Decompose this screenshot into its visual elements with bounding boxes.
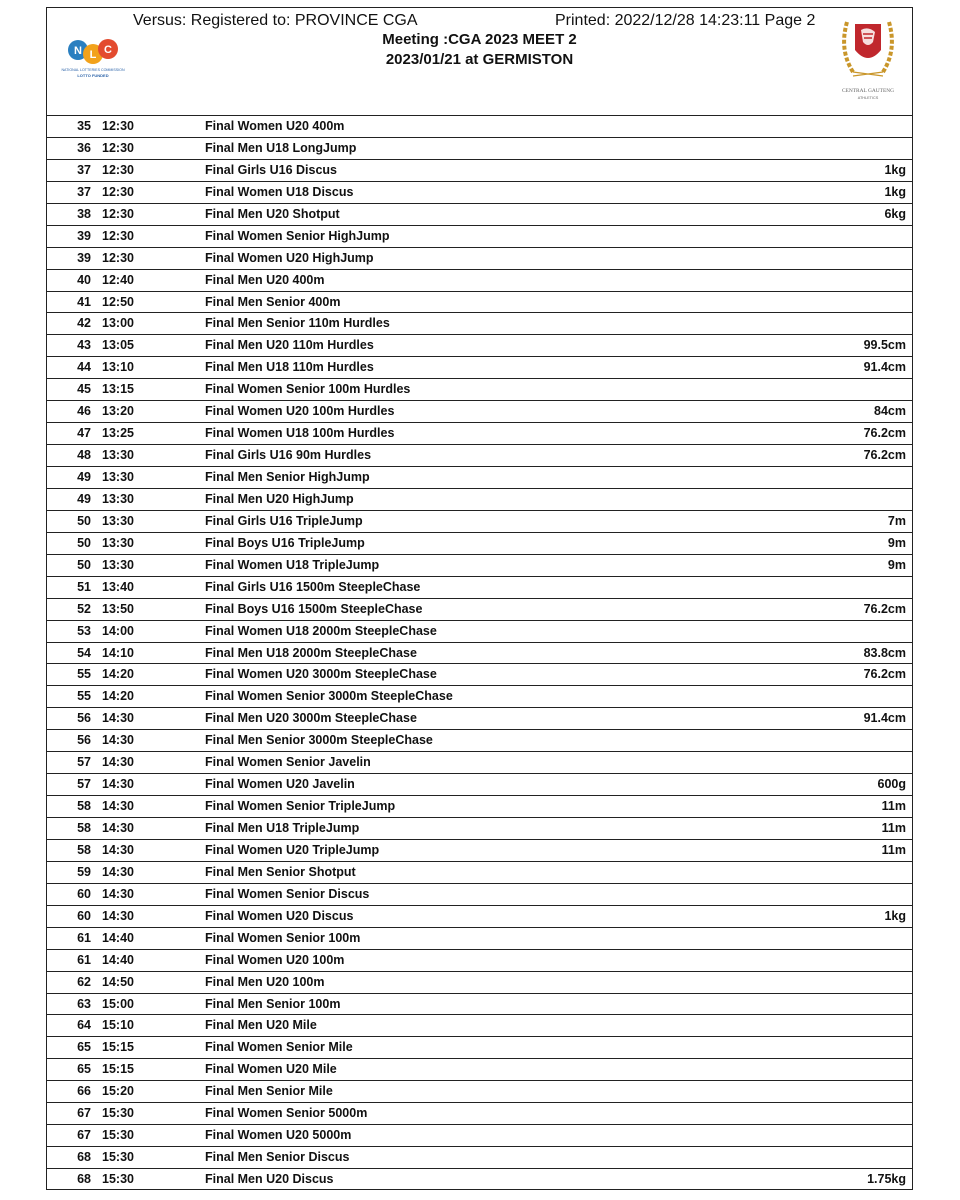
event-number: 56 [77, 733, 91, 748]
event-spec: 83.8cm [863, 645, 906, 660]
event-time: 15:15 [102, 1040, 134, 1055]
table-row [47, 378, 912, 400]
event-number: 44 [77, 360, 91, 375]
nlc-caption-2: LOTTO FUNDED [77, 73, 109, 78]
event-name: Final Boys U16 1500m SteepleChase [205, 601, 423, 616]
event-time: 13:30 [102, 491, 134, 506]
event-name: Final Women Senior HighJump [205, 228, 390, 243]
event-time: 15:30 [102, 1150, 134, 1165]
event-time: 14:30 [102, 799, 134, 814]
event-name: Final Women U20 HighJump [205, 250, 374, 265]
event-time: 15:30 [102, 1106, 134, 1121]
event-spec: 76.2cm [863, 426, 906, 441]
table-row [47, 334, 912, 356]
event-spec: 9m [887, 557, 906, 572]
event-time: 14:20 [102, 667, 134, 682]
event-name: Final Men Senior 100m [205, 996, 341, 1011]
table-row [47, 356, 912, 378]
table-row [47, 488, 912, 510]
event-name: Final Men U20 HighJump [205, 491, 354, 506]
table-row [47, 159, 912, 181]
event-time: 13:40 [102, 579, 134, 594]
event-time: 14:30 [102, 755, 134, 770]
event-number: 39 [77, 250, 91, 265]
event-number: 65 [77, 1040, 91, 1055]
event-name: Final Men U20 400m [205, 272, 325, 287]
event-name: Final Women U18 100m Hurdles [205, 426, 395, 441]
table-row [47, 927, 912, 949]
event-name: Final Men U20 110m Hurdles [205, 338, 374, 353]
event-number: 55 [77, 667, 91, 682]
table-row [47, 729, 912, 751]
event-number: 65 [77, 1062, 91, 1077]
cga-caption-2: ATHLETICS [857, 96, 879, 100]
event-name: Final Women U20 Javelin [205, 777, 355, 792]
versus-line: Versus: Registered to: PROVINCE CGA [133, 12, 418, 29]
event-number: 55 [77, 689, 91, 704]
event-name: Final Men Senior 3000m SteepleChase [205, 733, 433, 748]
event-time: 13:30 [102, 448, 134, 463]
page-header [47, 8, 912, 116]
event-name: Final Men Senior Discus [205, 1150, 350, 1165]
table-row [47, 795, 912, 817]
table-row [47, 993, 912, 1015]
event-name: Final Men U18 TripleJump [205, 821, 360, 835]
event-time: 13:20 [102, 404, 134, 419]
event-spec: 1.75kg [867, 1172, 906, 1186]
cga-crest-icon [833, 10, 903, 106]
event-time: 13:10 [102, 360, 134, 375]
schedule-page [46, 7, 913, 1190]
table-row [47, 181, 912, 203]
event-time: 14:50 [102, 974, 134, 989]
event-spec: 11m [881, 799, 906, 814]
table-row [47, 510, 912, 532]
event-time: 15:30 [102, 1128, 134, 1143]
nlc-caption-1: NATIONAL LOTTERIES COMMISSION [61, 68, 125, 72]
event-name: Final Men U18 110m Hurdles [205, 360, 374, 375]
table-row [47, 1036, 912, 1058]
event-number: 49 [77, 491, 91, 506]
event-number: 58 [77, 799, 91, 814]
event-number: 53 [77, 623, 91, 638]
event-name: Final Men U20 Mile [205, 1018, 317, 1033]
event-time: 14:30 [102, 821, 134, 835]
event-number: 36 [77, 140, 91, 155]
event-name: Final Women U20 400m [205, 119, 345, 133]
event-number: 62 [77, 974, 91, 989]
table-row [47, 905, 912, 927]
event-spec: 91.4cm [863, 711, 906, 726]
table-row [47, 225, 912, 247]
event-number: 64 [77, 1018, 91, 1033]
event-number: 42 [77, 316, 91, 331]
event-name: Final Women U20 5000m [205, 1128, 352, 1143]
table-row [47, 861, 912, 883]
event-time: 15:00 [102, 996, 134, 1011]
event-number: 68 [77, 1150, 91, 1165]
meeting-date-venue: 2023/01/21 at GERMISTON [385, 51, 574, 68]
event-spec: 99.5cm [863, 338, 906, 353]
table-row [47, 400, 912, 422]
event-number: 59 [77, 864, 91, 879]
table-row [47, 576, 912, 598]
event-time: 13:30 [102, 535, 134, 550]
event-spec: 9m [887, 535, 906, 550]
table-row [47, 751, 912, 773]
table-row [47, 247, 912, 269]
table-row [47, 883, 912, 905]
cga-caption-1: CENTRAL GAUTENG [841, 88, 895, 94]
table-row [47, 971, 912, 993]
event-name: Final Men U18 2000m SteepleChase [205, 645, 417, 660]
table-row [47, 598, 912, 620]
event-number: 56 [77, 711, 91, 726]
event-spec: 1kg [884, 908, 906, 923]
event-name: Final Girls U16 90m Hurdles [205, 448, 372, 463]
event-name: Final Boys U16 TripleJump [205, 535, 365, 550]
event-time: 12:30 [102, 184, 134, 199]
event-name: Final Women U20 Mile [205, 1062, 337, 1077]
event-number: 38 [77, 206, 91, 221]
event-number: 67 [77, 1128, 91, 1143]
event-number: 58 [77, 821, 91, 835]
printed-line: Printed: 2022/12/28 14:23:11 Page 2 [555, 12, 816, 29]
event-table [47, 115, 912, 1190]
meeting-title: Meeting :CGA 2023 MEET 2 [382, 31, 577, 48]
event-time: 15:30 [102, 1172, 134, 1186]
event-time: 12:30 [102, 119, 134, 133]
event-number: 68 [77, 1172, 91, 1186]
event-name: Final Women Senior 100m [205, 930, 361, 945]
event-time: 14:30 [102, 908, 134, 923]
event-name: Final Men U20 100m [205, 974, 325, 989]
event-name: Final Girls U16 TripleJump [205, 513, 363, 528]
table-row [47, 663, 912, 685]
event-spec: 7m [887, 513, 906, 528]
event-time: 13:00 [102, 316, 134, 331]
table-row [47, 312, 912, 334]
event-number: 60 [77, 886, 91, 901]
nlc-letter-c: C [104, 44, 112, 56]
event-name: Final Women U18 Discus [205, 184, 354, 199]
event-name: Final Girls U16 1500m SteepleChase [205, 579, 421, 594]
event-name: Final Women U20 3000m SteepleChase [205, 667, 437, 682]
event-name: Final Women U20 100m Hurdles [205, 404, 395, 419]
event-number: 43 [77, 338, 91, 353]
event-name: Final Men Senior Mile [205, 1084, 333, 1099]
table-row [47, 1058, 912, 1080]
table-row [47, 532, 912, 554]
event-name: Final Girls U16 Discus [205, 162, 337, 177]
table-row [47, 817, 912, 839]
event-number: 47 [77, 426, 91, 441]
event-number: 51 [77, 579, 91, 594]
event-name: Final Men U20 Discus [205, 1172, 334, 1186]
event-spec: 11m [881, 842, 906, 857]
event-time: 13:50 [102, 601, 134, 616]
event-time: 12:40 [102, 272, 134, 287]
event-spec: 1kg [884, 162, 906, 177]
event-time: 15:20 [102, 1084, 134, 1099]
table-row [47, 1124, 912, 1146]
event-number: 37 [77, 162, 91, 177]
table-row [47, 707, 912, 729]
event-number: 54 [77, 645, 91, 660]
event-time: 14:10 [102, 645, 134, 660]
event-number: 57 [77, 755, 91, 770]
event-name: Final Women U18 2000m SteepleChase [205, 623, 437, 638]
nlc-letter-l: L [89, 49, 97, 61]
event-spec: 76.2cm [863, 667, 906, 682]
event-time: 14:30 [102, 886, 134, 901]
table-row [47, 291, 912, 313]
event-number: 52 [77, 601, 91, 616]
event-time: 14:20 [102, 689, 134, 704]
event-name: Final Women U18 TripleJump [205, 557, 380, 572]
table-row [47, 642, 912, 664]
event-time: 13:15 [102, 382, 134, 397]
event-number: 41 [77, 294, 91, 309]
event-number: 48 [77, 448, 91, 463]
event-number: 46 [77, 404, 91, 419]
event-time: 12:30 [102, 206, 134, 221]
table-row [47, 269, 912, 291]
event-time: 12:30 [102, 228, 134, 243]
table-row [47, 422, 912, 444]
table-row [47, 685, 912, 707]
event-spec: 600g [877, 777, 906, 792]
table-row [47, 839, 912, 861]
event-name: Final Men Senior HighJump [205, 470, 370, 484]
event-time: 13:05 [102, 338, 134, 353]
event-spec: 84cm [874, 404, 906, 419]
event-spec: 1kg [884, 184, 906, 199]
event-name: Final Men Senior Shotput [205, 864, 356, 879]
event-spec: 76.2cm [863, 448, 906, 463]
event-time: 14:40 [102, 930, 134, 945]
table-row [47, 203, 912, 225]
event-name: Final Women Senior 3000m SteepleChase [205, 689, 453, 704]
event-number: 61 [77, 952, 91, 967]
event-number: 50 [77, 557, 91, 572]
event-name: Final Women U20 TripleJump [205, 842, 380, 857]
event-number: 50 [77, 535, 91, 550]
event-time: 14:30 [102, 733, 134, 748]
table-row [47, 554, 912, 576]
event-number: 60 [77, 908, 91, 923]
event-time: 12:50 [102, 294, 134, 309]
event-name: Final Women U20 100m [205, 952, 345, 967]
event-time: 14:30 [102, 711, 134, 726]
event-time: 15:10 [102, 1018, 134, 1033]
event-name: Final Women U20 Discus [205, 908, 354, 923]
table-row [47, 773, 912, 795]
event-name: Final Women Senior TripleJump [205, 799, 396, 814]
event-number: 39 [77, 228, 91, 243]
event-name: Final Men Senior 400m [205, 294, 341, 309]
event-number: 35 [77, 119, 91, 133]
event-time: 12:30 [102, 140, 134, 155]
event-spec: 91.4cm [863, 360, 906, 375]
table-row [47, 137, 912, 159]
table-row [47, 949, 912, 971]
event-time: 13:30 [102, 470, 134, 484]
event-spec: 6kg [884, 206, 906, 221]
event-number: 40 [77, 272, 91, 287]
event-name: Final Men U20 Shotput [205, 206, 340, 221]
event-number: 67 [77, 1106, 91, 1121]
event-number: 63 [77, 996, 91, 1011]
event-number: 50 [77, 513, 91, 528]
event-time: 13:25 [102, 426, 134, 441]
event-name: Final Men Senior 110m Hurdles [205, 316, 390, 331]
table-row [47, 115, 912, 137]
event-spec: 11m [881, 821, 906, 835]
event-time: 14:30 [102, 842, 134, 857]
event-name: Final Women Senior Discus [205, 886, 370, 901]
event-number: 49 [77, 470, 91, 484]
event-time: 14:30 [102, 777, 134, 792]
table-row [47, 1102, 912, 1124]
table-row [47, 620, 912, 642]
event-spec: 76.2cm [863, 601, 906, 616]
event-time: 12:30 [102, 162, 134, 177]
event-name: Final Women Senior 5000m [205, 1106, 368, 1121]
event-name: Final Women Senior Mile [205, 1040, 353, 1055]
table-row [47, 1146, 912, 1168]
event-name: Final Men U18 LongJump [205, 140, 357, 155]
event-time: 15:15 [102, 1062, 134, 1077]
event-time: 14:40 [102, 952, 134, 967]
table-row [47, 1014, 912, 1036]
event-time: 12:30 [102, 250, 134, 265]
event-number: 37 [77, 184, 91, 199]
event-number: 57 [77, 777, 91, 792]
event-number: 58 [77, 842, 91, 857]
event-time: 14:00 [102, 623, 134, 638]
table-row [47, 1168, 912, 1190]
event-time: 14:30 [102, 864, 134, 879]
event-number: 61 [77, 930, 91, 945]
event-number: 66 [77, 1084, 91, 1099]
event-name: Final Women Senior 100m Hurdles [205, 382, 411, 397]
table-row [47, 1080, 912, 1102]
table-row [47, 444, 912, 466]
table-row [47, 466, 912, 488]
event-number: 45 [77, 382, 91, 397]
event-time: 13:30 [102, 513, 134, 528]
event-time: 13:30 [102, 557, 134, 572]
event-name: Final Women Senior Javelin [205, 755, 371, 770]
event-name: Final Men U20 3000m SteepleChase [205, 711, 417, 726]
nlc-letter-n: N [74, 45, 82, 57]
